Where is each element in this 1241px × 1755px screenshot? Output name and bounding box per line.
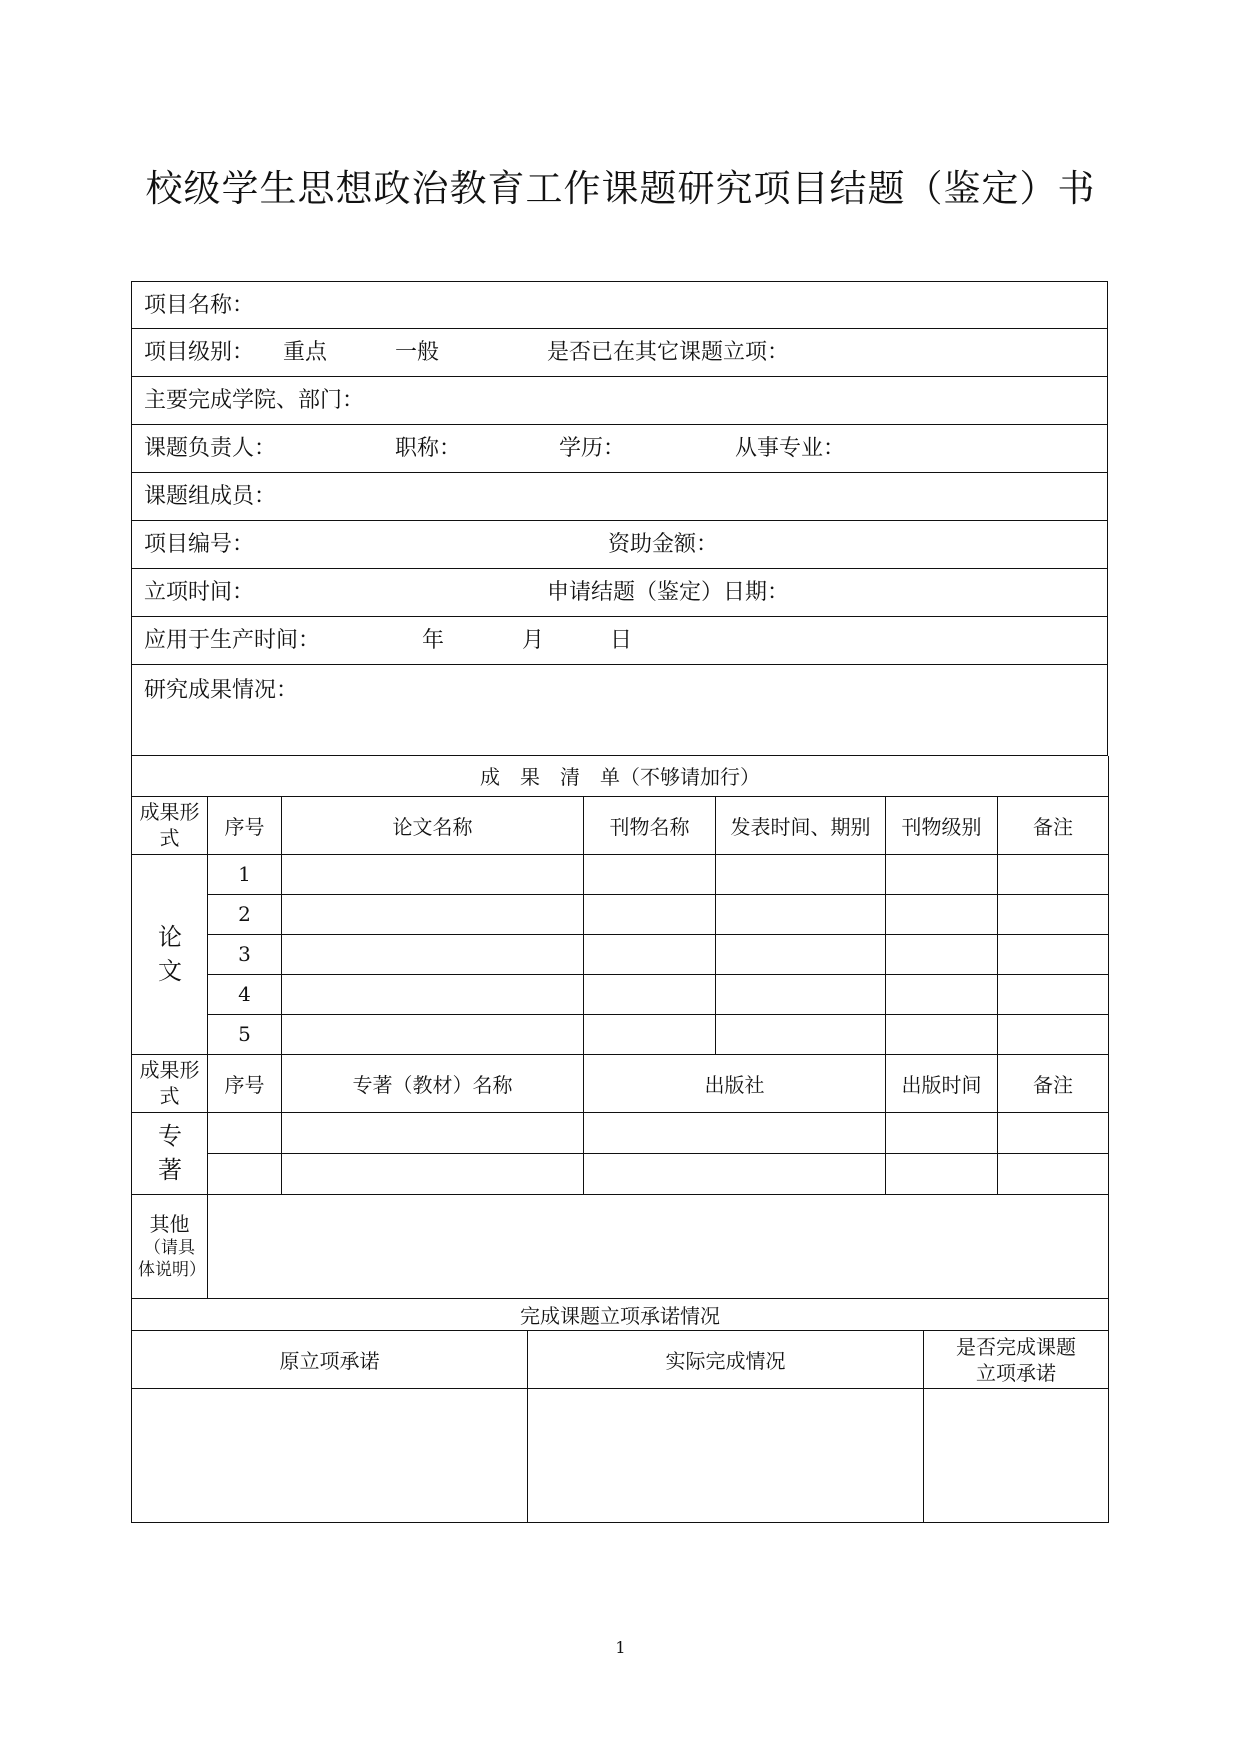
header-actual-completion: 实际完成情况 (528, 1331, 924, 1389)
header-serial: 序号 (208, 1054, 282, 1112)
header-publisher: 出版社 (584, 1054, 886, 1112)
results-table (131, 756, 1109, 1299)
remarks-cell[interactable] (998, 1112, 1109, 1153)
other-row (132, 1194, 1109, 1298)
row-start-time (131, 569, 1108, 617)
paper-header-row (132, 796, 1109, 854)
header-journal-level: 刊物级别 (886, 796, 998, 854)
journal-name-cell[interactable] (584, 974, 716, 1014)
remarks-cell[interactable] (998, 974, 1109, 1014)
results-list-title-row (132, 756, 1109, 796)
paper-serial: 4 (208, 974, 282, 1014)
header-remarks: 备注 (998, 796, 1109, 854)
paper-serial: 5 (208, 1014, 282, 1054)
commitment-header-row (132, 1331, 1109, 1389)
option-level-key[interactable]: 重点 (283, 340, 328, 365)
publish-time-cell[interactable] (716, 894, 886, 934)
paper-name-cell[interactable] (282, 894, 584, 934)
page-number: 1 (615, 1638, 626, 1657)
label-start-time: 立项时间： (144, 580, 255, 605)
header-publish-time: 发表时间、期别 (716, 796, 886, 854)
header-result-form: 成果形式 (132, 796, 208, 854)
journal-level-cell[interactable] (886, 934, 998, 974)
book-serial-cell[interactable] (208, 1112, 282, 1153)
journal-name-cell[interactable] (584, 854, 716, 894)
book-form-label: 专著 (132, 1112, 208, 1194)
paper-serial: 2 (208, 894, 282, 934)
label-members: 课题组成员： (144, 484, 277, 509)
commitment-table (131, 1299, 1109, 1524)
row-project-name (131, 281, 1108, 329)
header-result-form: 成果形式 (132, 1054, 208, 1112)
header-book-name: 专著（教材）名称 (282, 1054, 584, 1112)
row-leader (131, 425, 1108, 473)
publisher-cell[interactable] (584, 1153, 886, 1194)
label-project-no: 项目编号： (144, 532, 255, 557)
header-remarks: 备注 (998, 1054, 1109, 1112)
journal-level-cell[interactable] (886, 974, 998, 1014)
book-name-cell[interactable] (282, 1153, 584, 1194)
row-project-level (131, 329, 1108, 377)
label-month: 月 (522, 628, 545, 653)
book-header-row (132, 1054, 1109, 1112)
remarks-cell[interactable] (998, 934, 1109, 974)
label-title-rank: 职称： (395, 436, 462, 461)
journal-name-cell[interactable] (584, 1014, 716, 1054)
publish-date-cell[interactable] (886, 1112, 998, 1153)
label-project-name: 项目名称： (144, 293, 255, 318)
header-original-commitment: 原立项承诺 (132, 1331, 528, 1389)
journal-level-cell[interactable] (886, 854, 998, 894)
other-label: 其他 (149, 1212, 190, 1236)
paper-name-cell[interactable] (282, 1014, 584, 1054)
paper-name-cell[interactable] (282, 974, 584, 1014)
completion-form (131, 281, 1108, 1523)
label-day: 日 (610, 628, 633, 653)
publish-time-cell[interactable] (716, 1014, 886, 1054)
paper-form-label: 论文 (132, 854, 208, 1054)
paper-name-cell[interactable] (282, 854, 584, 894)
publisher-cell[interactable] (584, 1112, 886, 1153)
book-name-cell[interactable] (282, 1112, 584, 1153)
label-production-time: 应用于生产时间： (144, 628, 321, 653)
row-members (131, 473, 1108, 521)
label-year: 年 (422, 628, 445, 653)
option-level-general[interactable]: 一般 (395, 340, 440, 365)
journal-level-cell[interactable] (886, 894, 998, 934)
remarks-cell[interactable] (998, 1153, 1109, 1194)
remarks-cell[interactable] (998, 894, 1109, 934)
label-project-level: 项目级别： (144, 340, 255, 365)
journal-level-cell[interactable] (886, 1014, 998, 1054)
table-row (132, 854, 1109, 894)
table-row (132, 1112, 1109, 1153)
other-label-cell (132, 1194, 208, 1298)
label-leader: 课题负责人： (144, 436, 277, 461)
row-production-time (131, 617, 1108, 665)
results-list-title: 成 果 清 单（不够请加行） (132, 756, 1109, 796)
publish-time-cell[interactable] (716, 934, 886, 974)
header-publish-date: 出版时间 (886, 1054, 998, 1112)
other-content-cell[interactable] (208, 1194, 1109, 1298)
commitment-content-row (132, 1389, 1109, 1523)
commitment-title: 完成课题立项承诺情况 (132, 1299, 1109, 1331)
other-note: （请具体说明） (138, 1238, 206, 1280)
header-commitment-done: 是否完成课题立项承诺 (924, 1331, 1109, 1389)
label-apply-date: 申请结题（鉴定）日期： (547, 580, 790, 605)
label-funding: 资助金额： (608, 532, 719, 557)
row-project-no (131, 521, 1108, 569)
publish-time-cell[interactable] (716, 974, 886, 1014)
paper-name-cell[interactable] (282, 934, 584, 974)
publish-time-cell[interactable] (716, 854, 886, 894)
book-serial-cell[interactable] (208, 1153, 282, 1194)
commitment-done-cell[interactable] (924, 1389, 1109, 1523)
header-journal-name: 刊物名称 (584, 796, 716, 854)
label-results: 研究成果情况： (144, 678, 299, 703)
journal-name-cell[interactable] (584, 894, 716, 934)
table-row (132, 894, 1109, 934)
table-row (132, 974, 1109, 1014)
table-row (132, 934, 1109, 974)
row-main-college (131, 377, 1108, 425)
label-major: 从事专业： (735, 436, 846, 461)
label-other-project: 是否已在其它课题立项： (547, 340, 790, 365)
journal-name-cell[interactable] (584, 934, 716, 974)
row-results (131, 665, 1108, 756)
actual-completion-cell[interactable] (528, 1389, 924, 1523)
label-education: 学历： (559, 436, 626, 461)
table-row (132, 1014, 1109, 1054)
paper-serial: 3 (208, 934, 282, 974)
paper-serial: 1 (208, 854, 282, 894)
remarks-cell[interactable] (998, 1014, 1109, 1054)
commitment-title-row (132, 1299, 1109, 1331)
header-serial: 序号 (208, 796, 282, 854)
header-paper-name: 论文名称 (282, 796, 584, 854)
remarks-cell[interactable] (998, 854, 1109, 894)
label-main-college: 主要完成学院、部门： (144, 388, 365, 413)
publish-date-cell[interactable] (886, 1153, 998, 1194)
table-row (132, 1153, 1109, 1194)
original-commitment-cell[interactable] (132, 1389, 528, 1523)
document-title: 校级学生思想政治教育工作课题研究项目结题（鉴定）书 (145, 167, 1096, 210)
